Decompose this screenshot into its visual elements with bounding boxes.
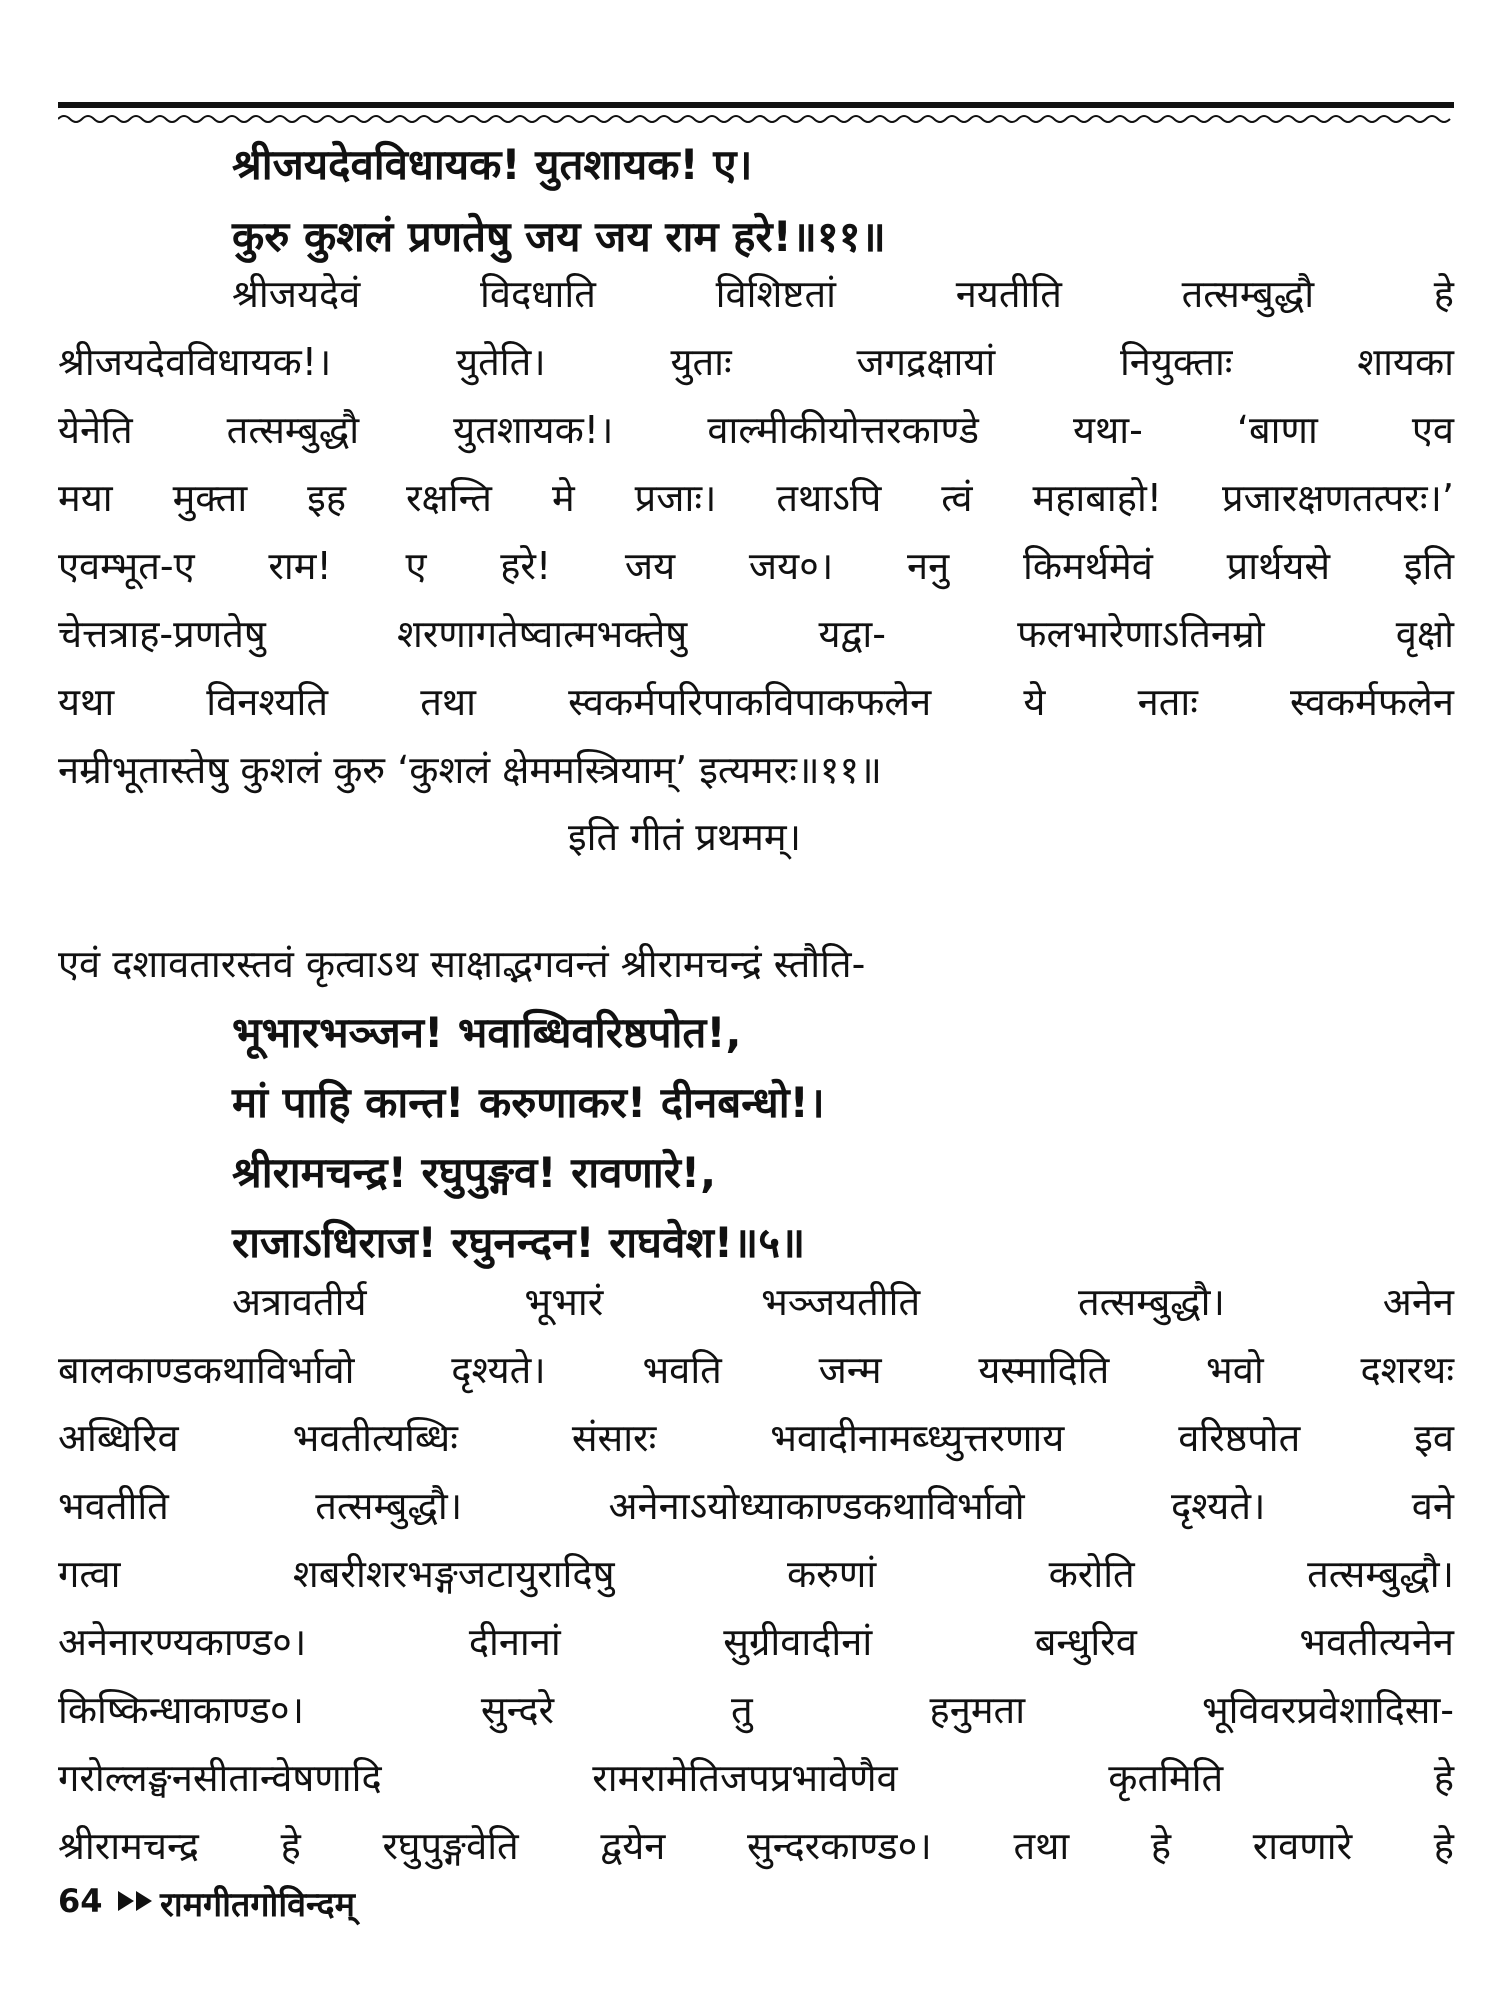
commentary-line: अब्धिरिव भवतीत्यब्धिः संसारः भवादीनामब्ध्युत्तरणाय वरिष्ठपोत इव <box>58 1416 1454 1460</box>
double-arrow-icon <box>116 1889 156 1913</box>
header-wavy-rule <box>58 112 1454 126</box>
verse-5-line-3: श्रीरामचन्द्र! रघुपुङ्गव! रावणारे!, <box>232 1148 717 1197</box>
book-title: रामगीतगोविन्दम् <box>160 1885 355 1925</box>
verse-5-line-1: भूभारभञ्जन! भवाब्धिवरिष्ठपोत!, <box>232 1008 742 1057</box>
intro-line: एवं दशावतारस्तवं कृत्वाऽथ साक्षाद्भगवन्तं श्रीरामचन्द्रं स्तौति- <box>58 942 866 986</box>
section-end-note: इति गीतं प्रथमम्। <box>568 815 801 859</box>
commentary-line: अत्रावतीर्य भूभारं भञ्जयतीति तत्सम्बुद्धौ। अनेन <box>232 1280 1454 1324</box>
commentary-line: श्रीरामचन्द्र हे रघुपुङ्गवेति द्वयेन सुन्दरकाण्ड०। तथा हे रावणारे हे <box>58 1824 1454 1868</box>
commentary-line: श्रीजयदेवं विदधाति विशिष्टतां नयतीति तत्सम्बुद्धौ हे <box>232 272 1454 316</box>
commentary-line: किष्किन्धाकाण्ड०। सुन्दरे तु हनुमता भूविवरप्रवेशादिसा- <box>58 1688 1454 1732</box>
commentary-line: चेत्तत्राह-प्रणतेषु शरणागतेष्वात्मभक्तेषु यद्वा- फलभारेणाऽतिनम्रो वृक्षो <box>58 612 1454 656</box>
verse-11-line-2: कुरु कुशलं प्रणतेषु जय जय राम हरे!॥११॥ <box>232 212 886 261</box>
commentary-line: नम्रीभूतास्तेषु कुशलं कुरु ‘कुशलं क्षेममस्त्रियाम्’ इत्यमरः॥११॥ <box>58 748 882 792</box>
verse-11-line-1: श्रीजयदेवविधायक! युतशायक! ए। <box>232 140 753 189</box>
commentary-line: भवतीति तत्सम्बुद्धौ। अनेनाऽयोध्याकाण्डकथाविर्भावो दृश्यते। वने <box>58 1484 1454 1528</box>
commentary-line: अनेनारण्यकाण्ड०। दीनानां सुग्रीवादीनां बन्धुरिव भवतीत्यनेन <box>58 1620 1454 1664</box>
header-rule <box>58 102 1454 108</box>
page-number: 64 <box>58 1882 103 1920</box>
commentary-line: गत्वा शबरीशरभङ्गजटायुरादिषु करुणां करोति तत्सम्बुद्धौ। <box>58 1552 1454 1596</box>
commentary-line: मया मुक्ता इह रक्षन्ति मे प्रजाः। तथाऽपि त्वं महाबाहो! प्रजारक्षणतत्परः।’ <box>58 476 1454 520</box>
verse-5-line-4: राजाऽधिराज! रघुनन्दन! राघवेश!॥५॥ <box>232 1218 806 1267</box>
verse-5-line-2: मां पाहि कान्त! करुणाकर! दीनबन्धो!। <box>232 1078 825 1127</box>
commentary-line: बालकाण्डकथाविर्भावो दृश्यते। भवति जन्म यस्मादिति भवो दशरथः <box>58 1348 1454 1392</box>
commentary-line: यथा विनश्यति तथा स्वकर्मपरिपाकविपाकफलेन ये नताः स्वकर्मफलेन <box>58 680 1454 724</box>
commentary-line: श्रीजयदेवविधायक!। युतेति। युताः जगद्रक्षायां नियुक्ताः शायका <box>58 340 1454 384</box>
commentary-line: येनेति तत्सम्बुद्धौ युतशायक!। वाल्मीकीयोत्तरकाण्डे यथा- ‘बाणा एव <box>58 408 1454 452</box>
commentary-line: गरोल्लङ्घनसीतान्वेषणादि रामरामेतिजपप्रभावेणैव कृतमिति हे <box>58 1756 1454 1800</box>
commentary-line: एवम्भूत-ए राम! ए हरे! जय जय०। ननु किमर्थमेवं प्रार्थयसे इति <box>58 544 1454 588</box>
